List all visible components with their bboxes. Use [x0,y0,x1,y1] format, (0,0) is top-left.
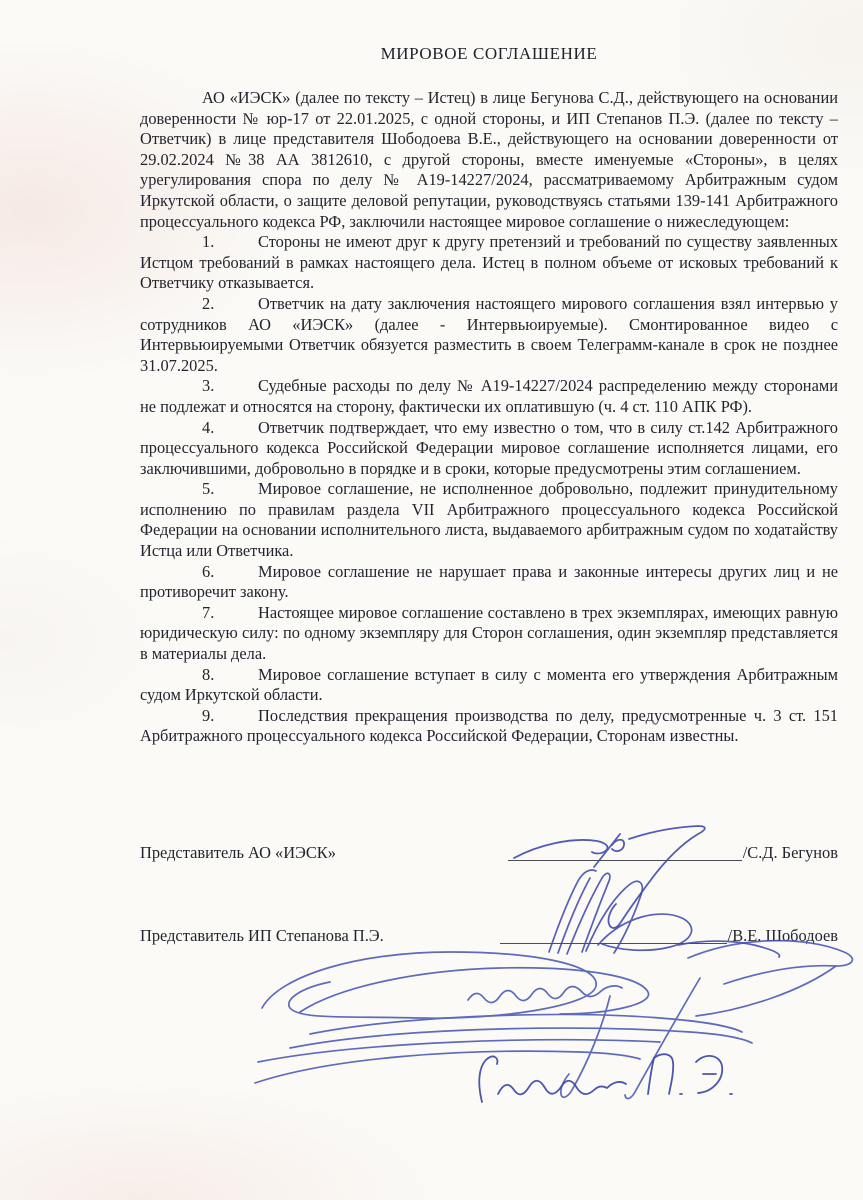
signature-name-defendant: /В.Е. Шободоев [727,926,838,945]
intro-paragraph: АО «ИЭСК» (далее по тексту – Истец) в лице Бегунова С.Д., действующего на основании доверенности № юр-17 от 22.01.2025, с одной стороны, и ИП Степанов П.Э. (далее по тексту – Ответчик) в лице представителя Шободоева В.Е., действующего на основании доверенности от 29.02.2024 №38 АА 3812610, с другой стороны, вместе именуемые «Стороны», в целях урегулирования спора по делу № А19-14227/2024, рассматриваемому Арбитражным судом Иркутской области, о защите деловой репутации, руководствуясь статьями 139-141 Арбитражного процессуального кодекса РФ, заключили настоящее мировое соглашение о нижеследующем: [140,88,838,231]
clause-8 [140,665,838,706]
stepanov-signature-ink [255,941,852,1099]
clause-text: Ответчик на дату заключения настоящего мирового соглашения взял интервью у сотрудников АО «ИЭСК» (далее - Интервьюируемые). Смонтированное видео с Интервьюируемыми Ответчик обязуется разместить в своем Телеграмм-канале в срок не позднее 31.07.2025. [140,293,838,375]
signature-line-plaintiff [508,858,742,861]
clause-text: Стороны не имеют друг к другу претензий и требований по существу заявленных Истцом требований в рамках настоящего дела. Истец в полном объеме от исковых требований к Ответчику отказывается. [140,232,838,293]
document-title: МИРОВОЕ СОГЛАШЕНИЕ [380,44,598,63]
clause-number: 8. [202,664,215,684]
signature-name-plaintiff: /С.Д. Бегунов [742,843,838,862]
clause-text: Ответчик подтверждает, что ему известно о том, что в силу ст.142 Арбитражного процессуального кодекса Российской Федерации мировое соглашение исполняется лицами, его заключившими, добровольно в порядке и в сроки, которые предусмотрены этим соглашением. [140,417,838,478]
clause-number: 3. [202,376,215,396]
stepanov-handwritten-name-ink [479,1054,732,1102]
clause-text: Мировое соглашение, не исполненное добровольно, подлежит принудительному исполнению по правилам раздела VII Арбитражного процессуального кодекса Российской Федерации на основании исполнительного листа, выдаваемого арбитражным судом по ходатайству Истца или Ответчика. [140,479,838,561]
clause-number: 4. [202,417,215,437]
signature-row-defendant [140,926,838,947]
clause-2 [140,294,838,376]
clause-9 [140,706,838,747]
clause-1 [140,232,838,294]
clause-text: Настоящее мировое соглашение составлено в трех экземплярах, имеющих равную юридическую силу: по одному экземпляру для Сторон соглашения, один экземпляр представляется в материалы дела. [140,602,838,664]
signature-label-defendant: Представитель ИП Степанова П.Э. [140,926,384,945]
begunov-signature-ink [514,826,705,928]
clause-number: 6. [202,561,215,581]
clause-text: Судебные расходы по делу № А19-14227/2024 распределению между сторонами не подлежат и относятся на сторону, фактически их оплатившую (ч. 4 ст. 110 АПК РФ). [140,376,838,416]
clause-7 [140,603,838,665]
clause-number: 2. [202,293,215,313]
clause-6 [140,562,838,603]
clause-3 [140,376,838,417]
clause-number: 9. [202,705,215,725]
clause-5 [140,479,838,561]
clause-number: 1. [202,232,215,252]
document-body [140,44,838,747]
clause-4 [140,418,838,480]
signature-label-plaintiff: Представитель АО «ИЭСК» [140,843,336,862]
clause-text: Мировое соглашение вступает в силу с момента его утверждения Арбитражным судом Иркутской области. [140,664,838,705]
signature-row-plaintiff [140,843,838,864]
clause-text: Мировое соглашение не нарушает права и законные интересы других лиц и не противоречит закону. [140,561,838,602]
clause-number: 7. [202,602,215,622]
clause-text: Последствия прекращения производства по делу, предусмотренные ч. 3 ст. 151 Арбитражного процессуального кодекса Российской Федерации, Сторонам известны. [140,705,838,746]
clause-number: 5. [202,479,215,499]
signature-line-defendant [500,941,727,944]
